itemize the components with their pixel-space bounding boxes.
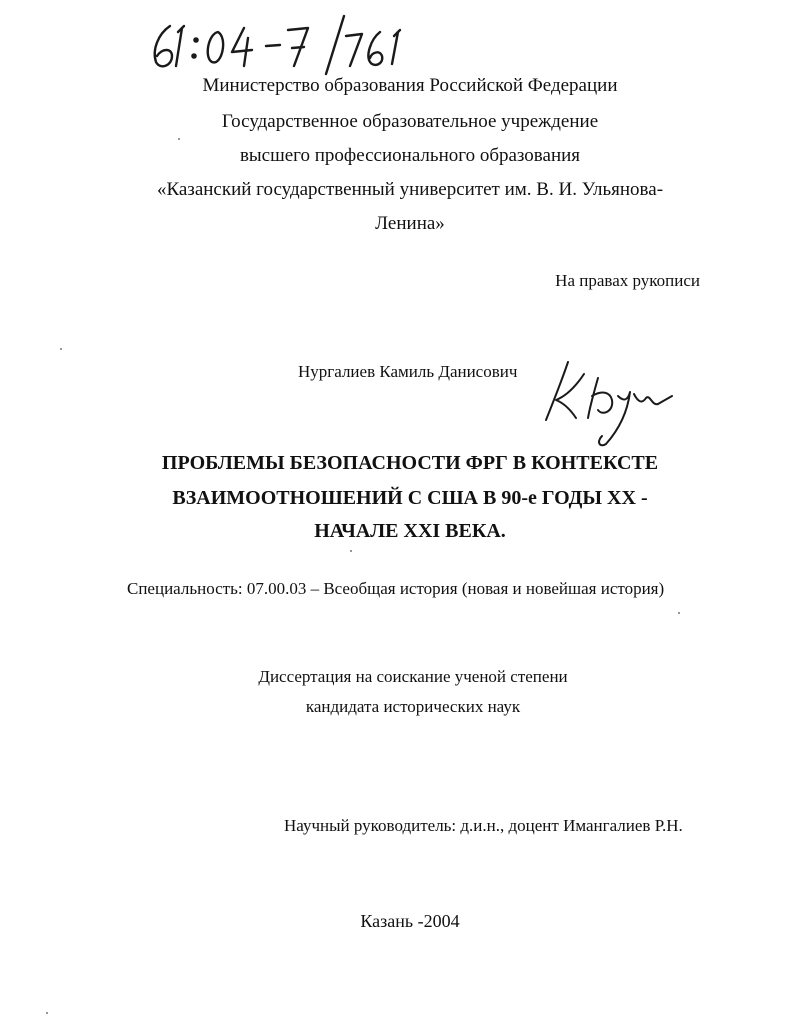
university-name-continuation: Ленина» bbox=[375, 213, 445, 234]
scan-speck bbox=[60, 348, 62, 350]
dissertation-title-line-3: НАЧАЛЕ XXI ВЕКА. bbox=[314, 520, 506, 542]
scan-speck bbox=[46, 1012, 48, 1014]
institution-type-line: Государственное образовательное учреждение bbox=[221, 111, 599, 132]
scan-speck bbox=[678, 612, 680, 614]
manuscript-rights-note: На правах рукописи bbox=[555, 271, 700, 290]
specialty-line: Специальность: 07.00.03 – Всеобщая история (новая и новейшая история) bbox=[127, 579, 665, 598]
university-name-line: «Казанский государственный университет им. В. И. Ульянова- bbox=[156, 179, 664, 200]
dissertation-title-line-2: ВЗАИМООТНОШЕНИЙ С США В 90-е ГОДЫ XX - bbox=[172, 487, 648, 509]
degree-statement-line-1: Диссертация на соискание ученой степени bbox=[258, 667, 568, 686]
author-signature bbox=[532, 356, 682, 452]
handwritten-catalog-number bbox=[148, 14, 408, 76]
scientific-supervisor: Научный руководитель: д.и.н., доцент Имангалиев Р.Н. bbox=[284, 816, 683, 835]
scan-speck bbox=[350, 550, 352, 552]
education-level-line: высшего профессионального образования bbox=[239, 145, 581, 166]
ministry-line: Министерство образования Российской Федерации bbox=[202, 75, 618, 96]
author-name: Нургалиев Камиль Данисович bbox=[298, 362, 518, 381]
dissertation-title-line-1: ПРОБЛЕМЫ БЕЗОПАСНОСТИ ФРГ В КОНТЕКСТЕ bbox=[161, 452, 659, 474]
city-and-year: Казань -2004 bbox=[360, 911, 460, 931]
scan-speck bbox=[178, 138, 180, 140]
degree-statement-line-2: кандидата исторических наук bbox=[305, 697, 521, 716]
